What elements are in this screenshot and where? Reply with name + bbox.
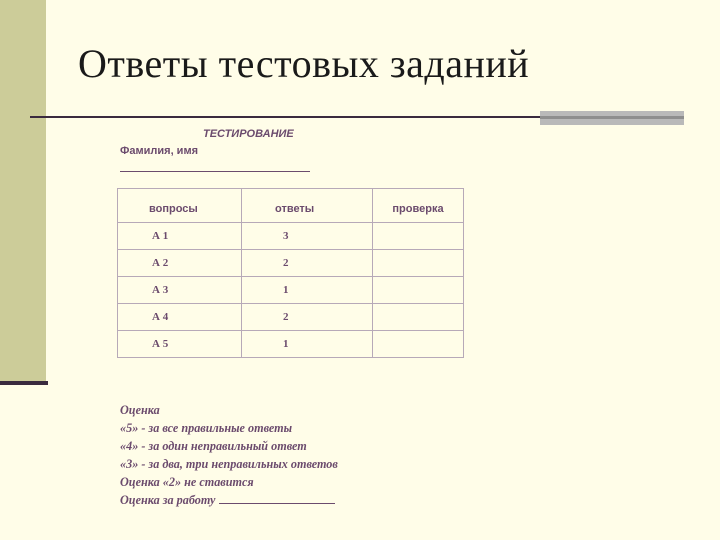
check-cell — [373, 250, 464, 277]
header-answers: ответы — [242, 189, 373, 223]
question-cell: А 4 — [118, 304, 242, 331]
grading-three: «3» - за два, три неправильных ответов — [120, 457, 338, 471]
grading-title: Оценка — [120, 403, 160, 417]
table-header-row — [118, 189, 464, 223]
grading-five: «5» - за все правильные ответы — [120, 421, 293, 435]
grading-criteria — [120, 401, 338, 509]
question-cell: А 5 — [118, 331, 242, 358]
question-cell: А 1 — [118, 223, 242, 250]
answer-cell: 1 — [242, 277, 373, 304]
grading-result-label: Оценка за работу — [120, 493, 216, 507]
table-row — [118, 331, 464, 358]
name-label: Фамилия, имя — [120, 145, 199, 157]
title-divider-line — [30, 116, 540, 118]
check-cell — [373, 223, 464, 250]
grade-blank-line — [219, 492, 335, 504]
answer-cell: 2 — [242, 304, 373, 331]
slide-title: Ответы тестовых заданий — [78, 41, 530, 86]
table-row — [118, 277, 464, 304]
question-cell: А 2 — [118, 250, 242, 277]
check-cell — [373, 277, 464, 304]
grading-result-line — [120, 491, 338, 509]
answer-cell: 3 — [242, 223, 373, 250]
answer-cell: 1 — [242, 331, 373, 358]
table-row — [118, 304, 464, 331]
header-questions: вопросы — [118, 189, 242, 223]
title-divider-block — [540, 111, 684, 125]
check-cell — [373, 331, 464, 358]
table-row — [118, 250, 464, 277]
question-cell: А 3 — [118, 277, 242, 304]
table-row — [118, 223, 464, 250]
header-check: проверка — [373, 189, 464, 223]
side-bar-underline — [0, 381, 48, 385]
answer-cell: 2 — [242, 250, 373, 277]
test-heading: ТЕСТИРОВАНИЕ — [203, 128, 294, 140]
name-blank-line — [120, 171, 310, 172]
check-cell — [373, 304, 464, 331]
grading-four: «4» - за один неправильный ответ — [120, 439, 307, 453]
answers-table — [117, 188, 464, 358]
grading-two: Оценка «2» не ставится — [120, 475, 254, 489]
decorative-side-bar — [0, 0, 46, 384]
